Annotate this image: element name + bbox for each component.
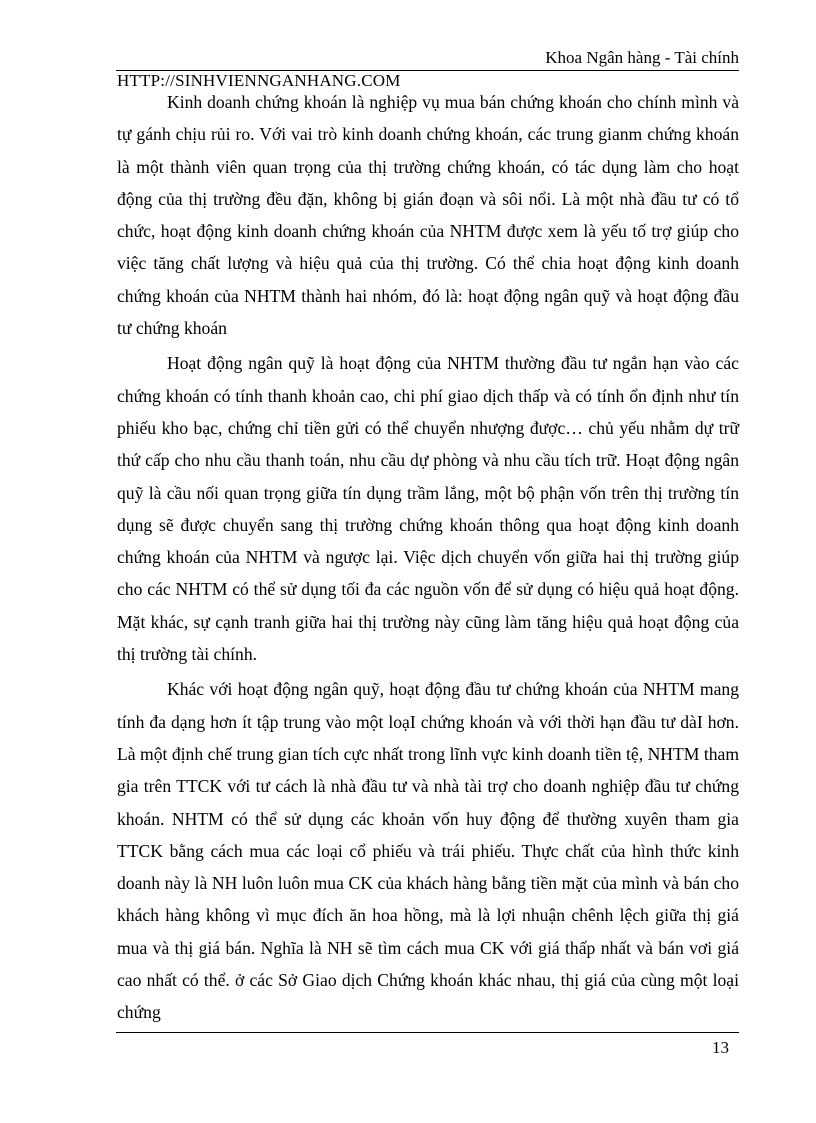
paragraph: Hoạt động ngân quỹ là hoạt động của NHTM thường đầu tư ngắn hạn vào các chứng khoán có tính thanh khoản cao, chi phí giao dịch thấp và có tính ổn định như tín phiếu kho bạc, chứng chỉ tiền gửi có thể chuyển nhượng được… chủ yếu nhằm dự trữ thứ cấp cho nhu cầu thanh toán, nhu cầu dự phòng và nhu cầu tích trữ. Hoạt động ngân quỹ là cầu nối quan trọng giữa tín dụng trầm lắng, một bộ phận vốn trên thị trường tín dụng sẽ được chuyển sang thị trường chứng khoán thông qua hoạt động kinh doanh chứng khoán của NHTM và ngược lại. Việc dịch chuyển vốn giữa hai thị trường giúp cho các NHTM có thể sử dụng tối đa các nguồn vốn để sử dụng có hiệu quả hoạt động. Mặt khác, sự cạnh tranh giữa hai thị trường này cũng làm tăng hiệu quả hoạt động của thị trường tài chính.: [117, 353, 739, 665]
paragraph: Kinh doanh chứng khoán là nghiệp vụ mua bán chứng khoán cho chính mình và tự gánh chịu rủi ro. Với vai trò kinh doanh chứng khoán, các trung gianm chứng khoán là một thành viên quan trọng của thị trường chứng khoán, có tác dụng làm cho hoạt động của thị trường đều đặn, không bị gián đoạn và sôi nổi. Là một nhà đầu tư có tổ chức, hoạt động kinh doanh chứng khoán của NHTM được xem là yếu tố trợ giúp cho việc tăng chất lượng và hiệu quả của thị trường. Có thể chia hoạt động kinh doanh chứng khoán của NHTM thành hai nhóm, đó là: hoạt động ngân quỹ và hoạt động đầu tư chứng khoán: [117, 92, 739, 339]
paragraph: Khác với hoạt động ngân quỹ, hoạt động đầu tư chứng khoán của NHTM mang tính đa dạng hơn ít tập trung vào một loạI chứng khoán và với thời hạn đầu tư dàI hơn. Là một định chế trung gian tích cực nhất trong lĩnh vực kinh doanh tiền tệ, NHTM tham gia trên TTCK với tư cách là nhà đầu tư và nhà tài trợ cho doanh nghiệp đầu tư chứng khoán. NHTM có thể sử dụng các khoản vốn huy động để thường xuyên tham gia TTCK bằng cách mua các loại cổ phiếu và trái phiếu. Thực chất của hình thức kinh doanh này là NH luôn luôn mua CK của khách hàng bằng tiền mặt của mình và bán cho khách hàng không vì mục đích ăn hoa hồng, mà là lợi nhuận chênh lệch giữa thị giá mua và thị giá bán. Nghĩa là NH sẽ tìm cách mua CK với giá thấp nhất và bán vơi giá cao nhất có thể. ở các Sở Giao dịch Chứng khoán khác nhau, thị giá của cùng một loại chứng: [117, 679, 739, 1023]
body-text: [117, 86, 739, 1029]
footer-divider: [116, 1032, 739, 1033]
header-department: Khoa Ngân hàng - Tài chính: [545, 48, 739, 67]
header-url: HTTP://SINHVIENNGANHANG.COM: [117, 71, 401, 90]
page-number: 13: [712, 1038, 729, 1057]
